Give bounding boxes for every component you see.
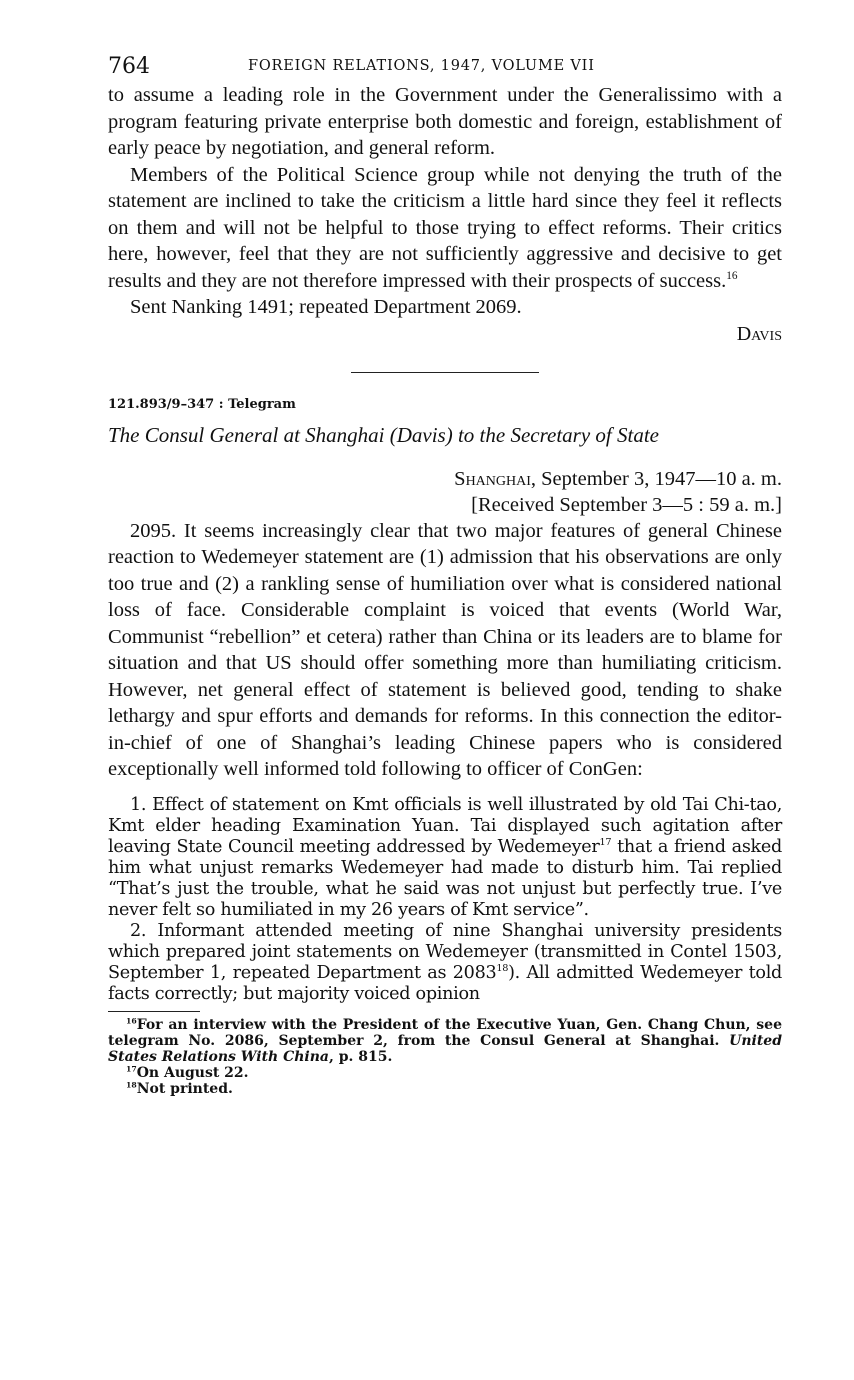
signature: Davis [736, 322, 782, 345]
political-science-paragraph [108, 162, 782, 295]
telegram-document [108, 397, 782, 1005]
received-line: [Received September 3—5 : 59 a. m.] [471, 493, 782, 516]
item-text: that a friend asked him what unjust remarks Wedemeyer had made to disturb him. Tai replied “That’s just the trouble, what he said was not unjust but perfectly true. I’ve never felt so humiliated in my 26 years of Kmt service”. [108, 836, 782, 920]
footnote-ref-17: 17 [599, 836, 612, 848]
footnote-mark: 18 [126, 1079, 137, 1089]
numbered-item-1 [108, 795, 782, 921]
previous-document [108, 82, 782, 346]
footnotes [108, 1017, 782, 1097]
section-divider [351, 372, 539, 373]
footnote-mark: 16 [126, 1015, 137, 1025]
footnote-ref-18: 18 [496, 962, 509, 974]
footnote-divider [108, 1011, 200, 1012]
document-page [108, 48, 782, 1097]
footnote-17 [108, 1065, 782, 1081]
footnote-mark: 17 [126, 1063, 137, 1073]
continued-paragraph: to assume a leading role in the Government under the Generalissimo with a program featuring private enterprise both domestic and foreign, establishment of early peace by negotiation, and general reform. [108, 84, 782, 159]
telegram-paragraph: 2095. It seems increasingly clear that two major features of general Chinese reaction to Wedemeyer statement are (1) admission that his observations are only too true and (2) a rankling sense of humiliation over what is considered national loss of face. Considerable complaint is voiced that events (World War, Communist “rebellion” et cetera) rather than China or its leaders are to blame for situation and that US should offer something more than humiliating criticism. However, net general effect of statement is believed good, tending to shake lethargy and spur efforts and demands for reforms. In this connection the editor-in-chief of one of Shanghai’s leading Chinese papers who is considered exceptionally well informed told following to officer of ConGen: [108, 519, 782, 780]
footnote-16 [108, 1017, 782, 1065]
page-number: 764 [108, 54, 150, 79]
footnote-text: For an interview with the President of the Executive Yuan, Gen. Chang Chun, see telegram No. 2086, September 2, from the Consul General at Shanghai. [108, 1016, 782, 1049]
running-head: FOREIGN RELATIONS, 1947, VOLUME VII [248, 58, 595, 74]
paragraph-text: Members of the Political Science group while not denying the truth of the statement are inclined to take the criticism a little hard since they feel it reflects on them and will not be helpful to those trying to effect reforms. Their critics here, however, feel that they are not sufficiently aggressive and decisive to get results and they are not therefore impressed with their prospects of success. [108, 163, 782, 292]
file-reference: 121.893/9–347 : Telegram [108, 396, 296, 412]
item-text: 2. Informant attended meeting of nine Shanghai university presidents which prepared joint statements on Wedemeyer (transmitted in Contel 1503, September 1, repeated Department as 2083 [108, 920, 782, 983]
footnote-text: Not printed. [136, 1080, 233, 1097]
footnote-citation: United States Relations With China [108, 1032, 782, 1065]
item-text: ). All admitted Wedemeyer told facts correctly; but majority voiced opinion [108, 962, 782, 1004]
page-header [108, 48, 782, 82]
dateline-date: September 3, 1947—10 a. m. [541, 467, 782, 490]
sent-line: Sent Nanking 1491; repeated Department 2069. [130, 296, 522, 318]
footnote-page: , p. 815. [328, 1048, 393, 1065]
dateline [108, 466, 782, 492]
footnote-text: On August 22. [136, 1064, 249, 1081]
dateline-place: Shanghai, [454, 467, 537, 490]
document-title: The Consul General at Shanghai (Davis) to the Secretary of State [108, 422, 659, 447]
numbered-item-2 [108, 921, 782, 1005]
item-text: 1. Effect of statement on Kmt officials is well illustrated by old Tai Chi-tao, Kmt elder heading Examination Yuan. Tai displayed such agitation after leaving State Council meeting addressed by Wedemeyer [108, 794, 782, 857]
footnote-ref-16: 16 [726, 269, 738, 282]
footnote-18 [108, 1081, 782, 1097]
